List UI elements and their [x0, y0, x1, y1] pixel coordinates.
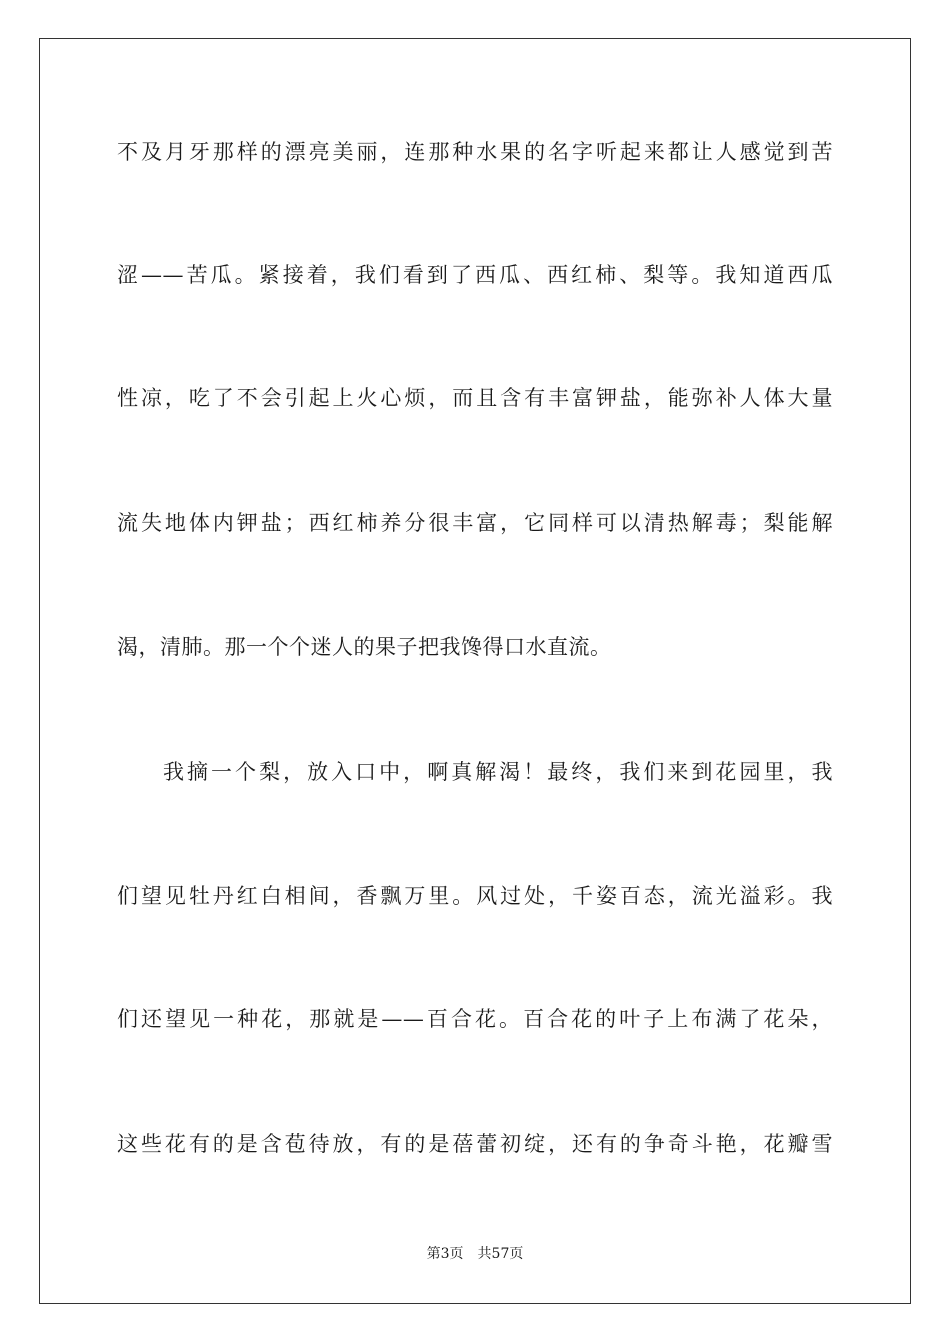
page-border: [39, 38, 911, 1304]
body-text-line: 们望见牡丹红白相间，香飘万里。风过处，千姿百态，流光溢彩。我: [117, 884, 833, 908]
page-footer: [0, 1245, 950, 1263]
page-total: 共57页: [477, 1246, 524, 1262]
body-text-line: 这些花有的是含苞待放，有的是蓓蕾初绽，还有的争奇斗艳，花瓣雪: [117, 1132, 833, 1156]
body-text-line: 们还望见一种花，那就是——百合花。百合花的叶子上布满了花朵，: [117, 1007, 833, 1031]
body-text-line: 涩——苦瓜。紧接着，我们看到了西瓜、西红柿、梨等。我知道西瓜: [117, 263, 833, 287]
body-text-line: 渴，清肺。那一个个迷人的果子把我馋得口水直流。: [117, 635, 612, 659]
paragraph-first-line: 我摘一个梨，放入口中，啊真解渴！最终，我们来到花园里，我: [163, 760, 833, 784]
body-text-line: 流失地体内钾盐；西红柿养分很丰富，它同样可以清热解毒；梨能解: [117, 511, 833, 535]
body-text-line: 不及月牙那样的漂亮美丽，连那种水果的名字听起来都让人感觉到苦: [117, 140, 833, 164]
page-number: 第3页: [426, 1246, 464, 1262]
body-text-line: 性凉，吃了不会引起上火心烦，而且含有丰富钾盐，能弥补人体大量: [117, 386, 833, 410]
